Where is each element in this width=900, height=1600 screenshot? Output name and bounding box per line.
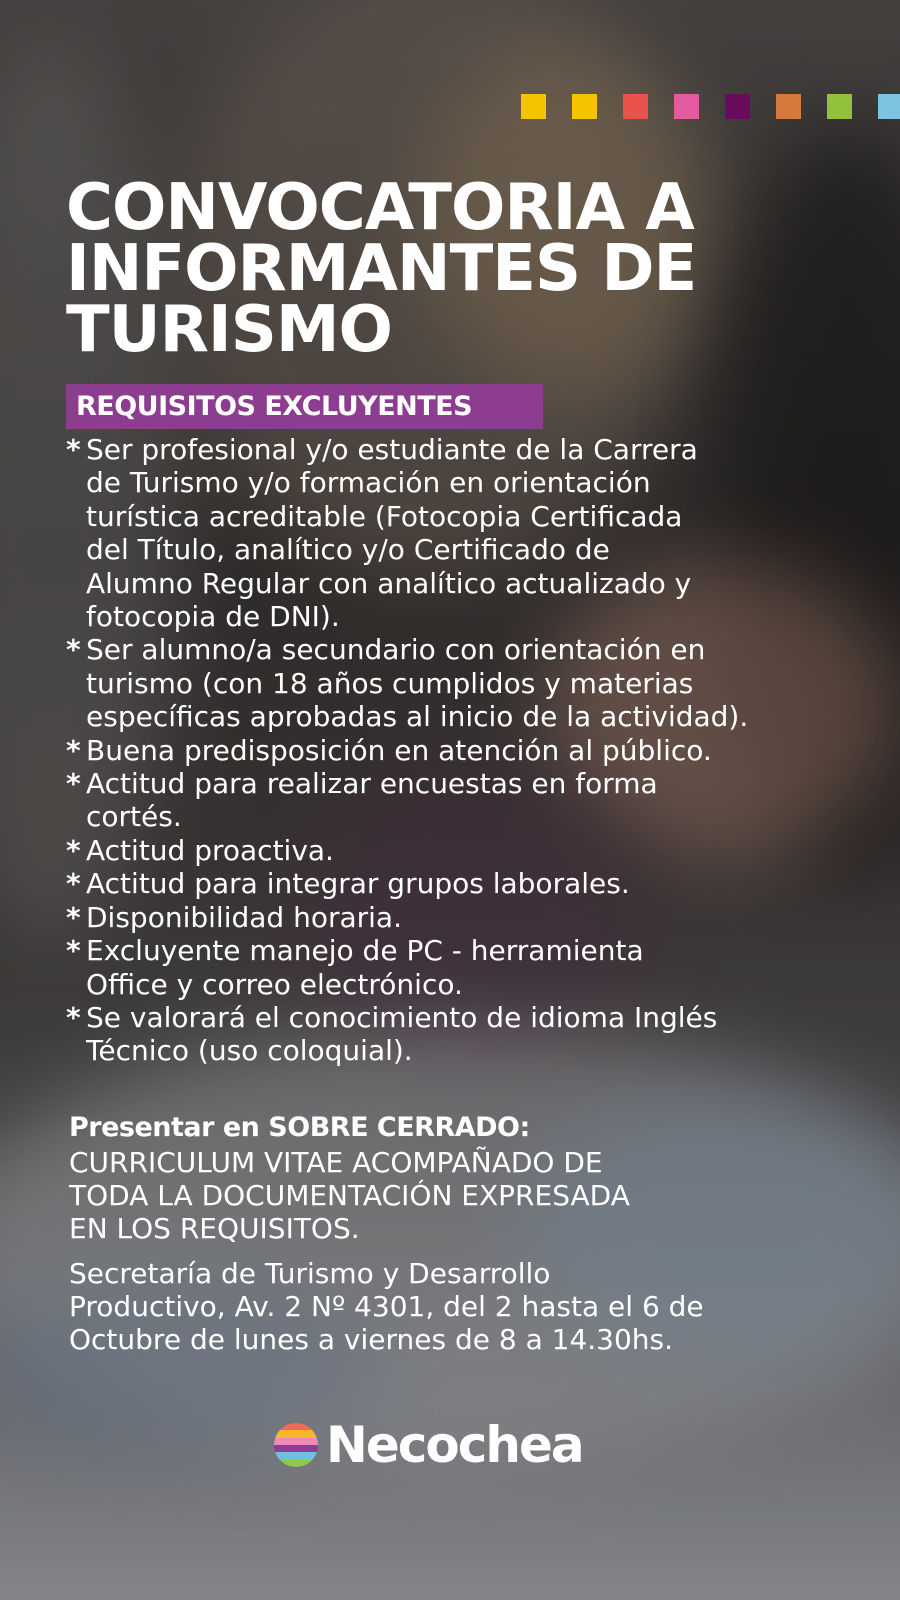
requirement-item bbox=[66, 867, 846, 900]
color-square bbox=[827, 94, 852, 119]
title-line: INFORMANTES DE bbox=[66, 232, 697, 306]
requirement-text: Ser alumno/a secundario con orientación en turismo (con 18 años cumplidos y materias específicas aprobadas al inicio de la actividad). bbox=[86, 633, 749, 734]
requirement-item bbox=[66, 767, 846, 834]
requirement-item bbox=[66, 1001, 846, 1068]
color-squares bbox=[521, 94, 900, 119]
bullet-asterisk: * bbox=[66, 733, 81, 767]
requirement-text: Actitud proactiva. bbox=[86, 833, 334, 867]
requirement-item bbox=[66, 734, 846, 767]
color-square bbox=[776, 94, 801, 119]
requirement-item bbox=[66, 834, 846, 867]
logo-text: Necochea bbox=[326, 1416, 583, 1474]
necochea-logo bbox=[274, 1416, 583, 1474]
requirement-text: Buena predisposición en atención al público. bbox=[86, 733, 712, 767]
bullet-asterisk: * bbox=[66, 867, 81, 901]
requirement-text: Ser profesional y/o estudiante de la Carrera de Turismo y/o formación en orientación turística acreditable (Fotocopia Certificada del Título, analítico y/o Certificado de Alumno Regular con analítico actualizado y fotocopia de DNI). bbox=[86, 433, 698, 634]
bullet-asterisk: * bbox=[66, 833, 81, 867]
requirement-item bbox=[66, 934, 846, 1001]
color-square bbox=[572, 94, 597, 119]
requirement-item bbox=[66, 901, 846, 934]
title-line: TURISMO bbox=[66, 293, 392, 367]
requirement-text: Se valorará el conocimiento de idioma Inglés Técnico (uso coloquial). bbox=[86, 1000, 718, 1068]
striped-circle-icon bbox=[274, 1423, 318, 1467]
requirement-text: Excluyente manejo de PC - herramienta Office y correo electrónico. bbox=[86, 934, 644, 1001]
bullet-asterisk: * bbox=[66, 934, 81, 968]
color-square bbox=[878, 94, 900, 119]
bullet-asterisk: * bbox=[66, 633, 81, 667]
bullet-asterisk: * bbox=[66, 1000, 81, 1034]
requirement-text: Actitud para integrar grupos laborales. bbox=[86, 867, 630, 901]
requirements-heading: REQUISITOS EXCLUYENTES bbox=[66, 384, 543, 429]
present-heading: Presentar en SOBRE CERRADO: bbox=[69, 1112, 530, 1143]
bullet-asterisk: * bbox=[66, 900, 81, 934]
color-square bbox=[521, 94, 546, 119]
color-square bbox=[725, 94, 750, 119]
requirements-list bbox=[66, 433, 846, 1068]
color-square bbox=[623, 94, 648, 119]
requirement-item bbox=[66, 633, 846, 733]
requirement-text: Actitud para realizar encuestas en forma cortés. bbox=[86, 767, 658, 834]
bullet-asterisk: * bbox=[66, 433, 81, 466]
color-square bbox=[674, 94, 699, 119]
requirement-item bbox=[66, 433, 846, 633]
title-line: CONVOCATORIA A bbox=[66, 171, 694, 245]
bullet-asterisk: * bbox=[66, 767, 81, 801]
page-title bbox=[66, 171, 697, 367]
address-info: Secretaría de Turismo y Desarrollo Productivo, Av. 2 Nº 4301, del 2 hasta el 6 de Octubre de lunes a viernes de 8 a 14.30hs. bbox=[69, 1257, 704, 1356]
cv-instructions: CURRICULUM VITAE ACOMPAÑADO DE TODA LA DOCUMENTACIÓN EXPRESADA EN LOS REQUISITOS. bbox=[69, 1146, 630, 1245]
requirement-text: Disponibilidad horaria. bbox=[86, 900, 402, 934]
